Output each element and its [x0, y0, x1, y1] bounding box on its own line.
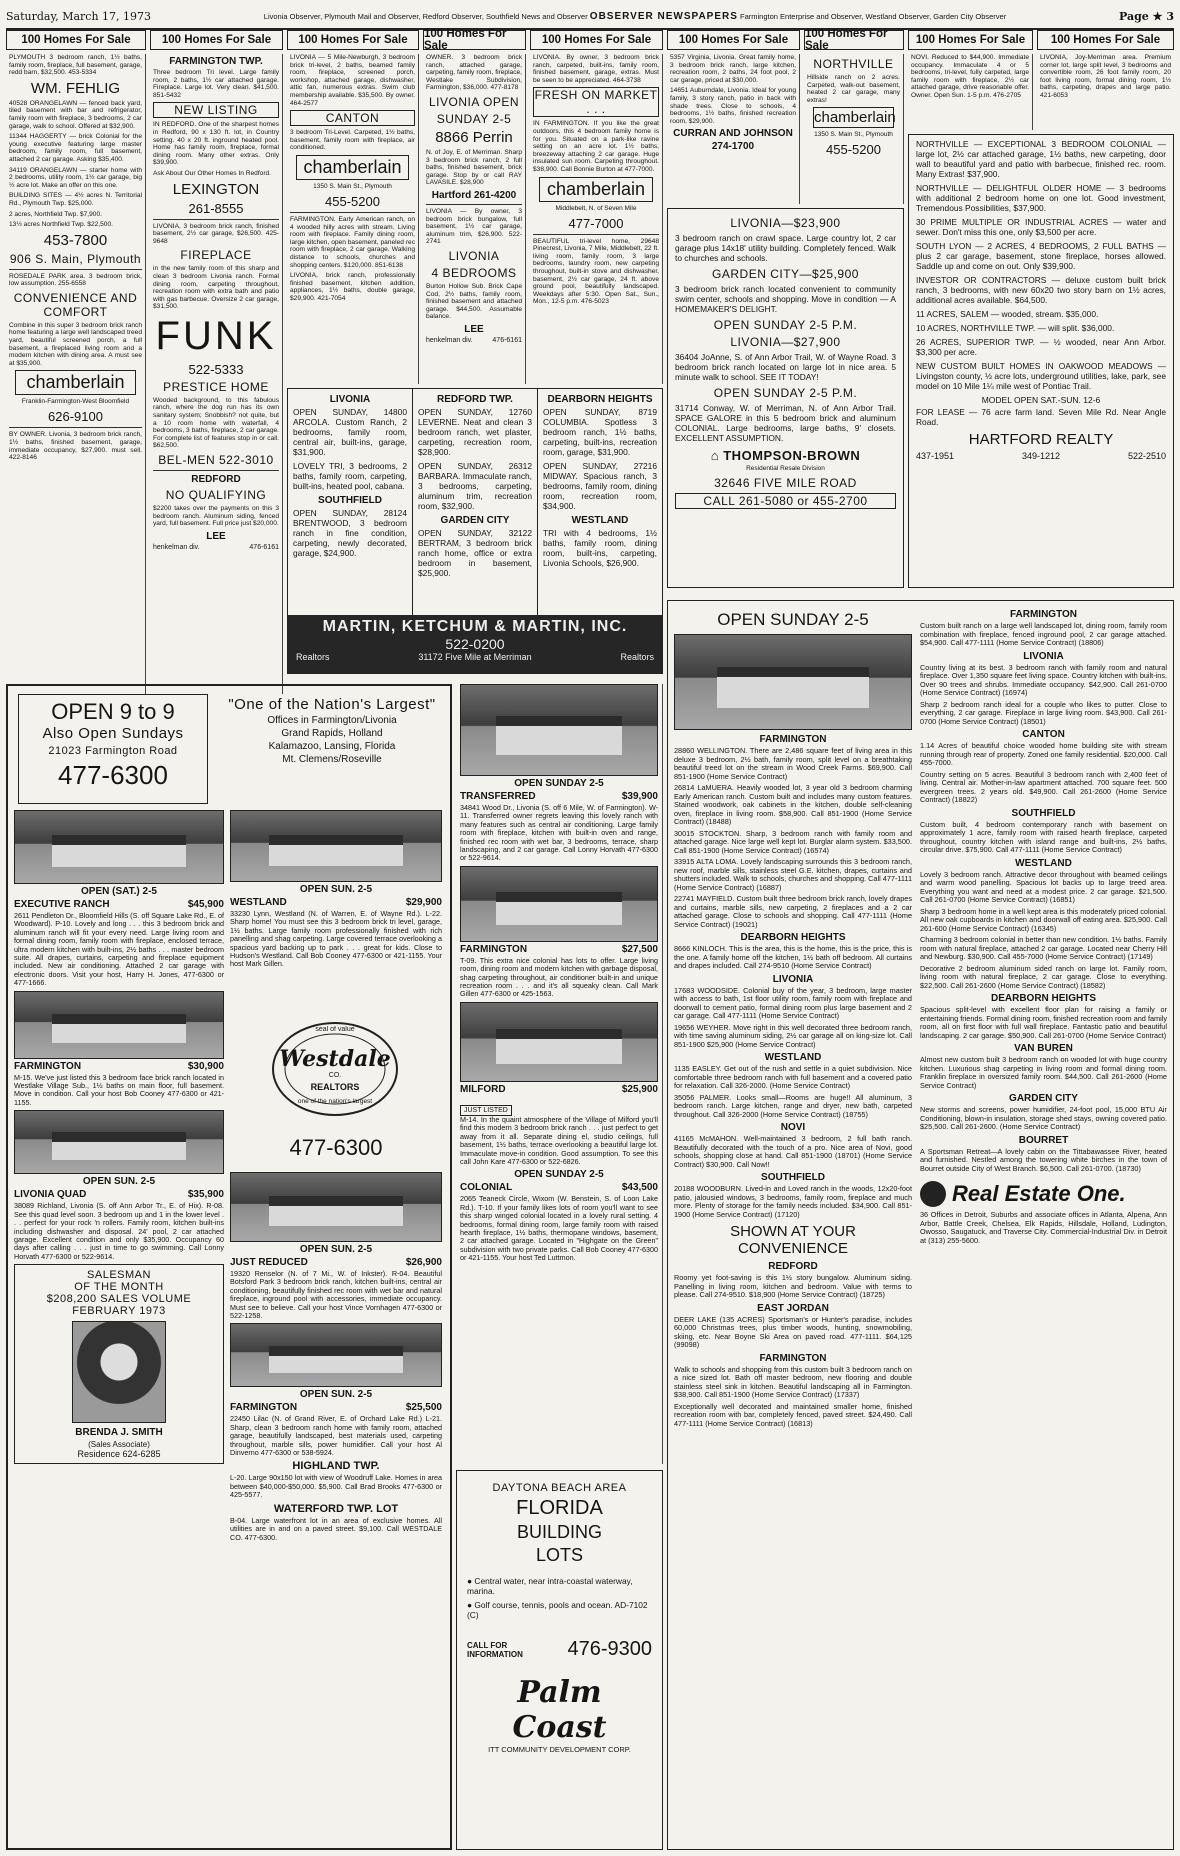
city-heading: LIVONIA — [1023, 650, 1064, 662]
listing-text: 2611 Pendleton Dr., Bloomfield Hills (S. off Square Lake Rd., E. of Woodward). P-10. Lovely and long . . . this 3 bedroom brick and aluminum ranch will fit your every need. Large living room and formal dining room, family room with fireplace, enclosed terrace, ultra modern kitchen with built-ins, 2½ baths . . . master bedroom suite. All drapes, curtains, carpeting and fireplace equipment included. New air conditioning. Attached 2 car garage with electronic doors. Visit your host, Harry H. Jones, 477-6300 or 477-1666. — [14, 911, 224, 988]
ad-address: Franklin-Farmington-West Bloomfield — [21, 398, 130, 406]
section-header: 100 Homes For Sale — [667, 30, 800, 50]
lee-logo: LEE — [464, 323, 484, 335]
city-heading: SOUTHFIELD — [1011, 807, 1076, 819]
listing: 26 ACRES, SUPERIOR TWP. — ½ wooded, near Ann Arbor. $3,300 per acre. — [916, 337, 1166, 357]
lexington-logo: LEXINGTON — [172, 180, 260, 198]
listing: Sharp 2 bedroom ranch ideal for a couple who likes to putter. Close to everything, 2 car garage. Fireplace in large living room. $43,900. Call 261-0700 (Home Service Contract) (18501) — [920, 699, 1167, 726]
listing-title: MILFORD $25,900 — [460, 1083, 658, 1095]
ad-text: 34119 ORANGELAWN — starter home with 2 bedrooms, utility room, 1½ car garage, big ½ acre lot. Make an offer on this one. — [9, 166, 142, 189]
listing: 19656 WEYHER. Move right in this well decorated three bedroom ranch, with time saving aluminum siding, 2½ car garage all on king-size lot. Call 851-1900 $25,900 (Home Service Contract) — [674, 1022, 912, 1049]
listing-badge: OPEN SUN. 2-5 — [299, 884, 373, 895]
ad-text: Ask About Our Other Homes In Redford. — [153, 169, 272, 177]
listing-text: 38089 Richland, Livonia (S. off Ann Arbor Tr., E. of Hix). R-08. See this quad level soon. 3 bedroom up and 1 in the lower level . . . perfect for your rock 'n rollers. Family room, kitchen built-ins including dishwasher and disposal. 24' pool, 2 car attached garage. Excellent condition and only $35,900. Occupancy 60 days after calling . . . just in time to go swimming. Call Lonny Horvath 477-6300 or 522-9614. — [14, 1201, 224, 1261]
ad-text: Hillside ranch on 2 acres. Carpeted, walk-out basement, heated 2 car garage, many extras! — [807, 74, 900, 104]
listing-heading: GARDEN CITY—$25,900 — [712, 267, 859, 281]
ad-text: LIVONIA — By owner, 3 bedroom brick bungalow, full basement, 1½ car garage, aluminum trim, $26,900. 522-2741 — [426, 207, 522, 246]
city-heading: LIVONIA — [772, 973, 814, 985]
house-photo — [460, 684, 658, 776]
reo-left-column — [674, 607, 912, 1843]
listing: Almost new custom built 3 bedroom ranch on wooded lot with huge country kitchen. Luxurious shag carpeting in living room and formal dining room. Franklin fireplace in oversized family room. $44,500. Call 261-2600 (Home Service Contract) — [920, 1055, 1167, 1090]
ad-phone: 477-7000 — [568, 215, 624, 231]
listing: SOUTH LYON — 2 ACRES, 4 BEDROOMS, 2 FULL BATHS — plus 2 car garage, basement, stone fireplace, horses allowed. Saddle up and come on out. Only $39,900. — [916, 241, 1166, 271]
listing: Custom built, 4 bedroom contemporary ranch with basement on approximately 1 acre, family room with raised hearth fireplace, carpeted throughout, country kitchen with island range and built-ins, 2½ baths, circular drive. $75,900. Call 477-1111 (Home Service Contract) — [920, 819, 1167, 854]
listing: 1135 EASLEY. Get out of the rush and settle in a quiet subdivision. Nice comfortable three bedroom ranch with full basement and a covered patio for relaxation. Call 326-2000. (Home Service Contract) — [674, 1064, 912, 1090]
house-photo — [674, 634, 912, 730]
listing-text: 19320 Renselor (N. of 7 Mi., W. of Inkster). R-04. Beautiful Botsford Park 3 bedroom brick ranch, kitchen built-ins, central air conditioning, beautifully finished rec room with wet bar and natural fireplace, inground pool with accessories, immediate occupancy. Must see to believe. Call your host Vince Vornhagen 477-6300 or 522-1258. — [230, 1269, 442, 1321]
listing: 3 bedroom brick ranch located convenient to community swim center, schools and shopping. Move in condition — A HOMEMAKER'S DELIGHT. — [675, 284, 896, 314]
listing: 30015 STOCKTON. Sharp, 3 bedroom ranch with family room and attached garage. Nice large well kept lot. Burglar alarm system. $33,500. Call 851-1900 (Home Service Contract) (16574) — [674, 828, 912, 855]
division-name: Residential Resale Division — [746, 465, 825, 472]
section-header: 100 Homes For Sale — [908, 30, 1033, 50]
section-header: 100 Homes For Sale — [6, 30, 146, 50]
ad-phone: 626-9100 — [48, 409, 103, 425]
city-heading: GARDEN CITY — [1009, 1093, 1078, 1104]
ad-heading: NORTHVILLE — [813, 57, 894, 71]
house-photo — [460, 1002, 658, 1082]
logo-mark-icon — [920, 1181, 946, 1207]
salesman-of-month: SALESMAN OF THE MONTH $208,200 SALES VOLUME FEBRUARY 1973 BRENDA J. SMITH (Sales Associate) Residence 624-6285 — [14, 1264, 224, 1464]
listing: OPEN SUNDAY, 28124 BRENTWOOD, 3 bedroom ranch in fine condition, carpeting, newly decorated, garage, $24,900. — [293, 508, 407, 558]
listing: Lovely 3 bedroom ranch. Attractive decor throughout with beamed ceilings and warm wood panelling. Spacious lot backs up to large treed area. Everything you want and need at a modest price. 2 car garage. $21,500. Call 261-0700 (Home Service Contract) (16851) — [920, 869, 1167, 904]
listing: 41165 McMAHON. Well-maintained 3 bedroom, 2 full bath ranch. Beautifully decorated with the touch of a pro. Nice area of Novi, good schools, shopping close at hand. Call 851-1900 (18701) (Home Service Contract) $30,900. Call Now!! — [674, 1134, 912, 1169]
ad-address: 906 S. Main, Plymouth — [9, 251, 142, 266]
westdale-slogan: "One of the Nation's Largest" Offices in Farmington/Livonia Grand Rapids, Holland Kalamazoo, Lansing, Florida Mt. Clemens/Roseville — [220, 694, 444, 804]
ad-phone: 455-5200 — [325, 193, 380, 209]
ad-text: BY OWNER. Livonia, 3 bedroom brick ranch, 1½ baths, finished basement, garage, immediate occupancy, $27,900. must sell. 422-8146 — [9, 431, 142, 462]
listing-badge: OPEN SUN. 2-5 — [299, 1389, 373, 1401]
listing: Country setting on 5 acres. Beautiful 3 bedroom ranch with 2,400 feet of living. Central air. Mother-in-law apartment attached. 700 square feet. 500 evergreen trees. 2 years old. $49,900. Call 261-2600 (Home Service Contract) (18822) — [920, 769, 1167, 804]
phone: 476-9300 — [567, 1638, 652, 1660]
ad-phone: 453-7800 — [43, 231, 108, 249]
listing-heading: GARDEN CITY — [440, 515, 510, 526]
hartford-phones: 437-1951 349-1212 522-2510 — [916, 451, 1166, 461]
palm-coast-logo: Palm Coast — [512, 1675, 607, 1745]
listing: 11 ACRES, SALEM — wooded, stream. $35,000. — [916, 309, 1099, 319]
ad-heading: WM. FEHLIG — [30, 79, 121, 97]
listing-title: FARMINGTON $27,500 — [460, 943, 658, 955]
listing: Decorative 2 bedroom aluminum sided ranch on large lot. Family room, living room with natural fireplace, 2 car garage. Close to everything. $22,500. Call 261-2600 (Home Service Contract) (18582) — [920, 963, 1167, 990]
martin-column-2 — [413, 389, 538, 615]
martin-footer: Realtors 31172 Five Mile at Merriman Realtors — [296, 652, 654, 662]
divider — [533, 234, 659, 235]
listing: DEER LAKE (135 ACRES) Sportsman's or Hunter's paradise, includes 60,000 Christmas trees, plus timber woods, hunting, snowmobiling, skiing, etc. Near Boyne Ski Area on paved road. 477-1111. $64,125 (99098) — [674, 1314, 912, 1349]
listing-title: LIVONIA QUAD $35,900 — [14, 1189, 224, 1201]
ad-heading: REDFORD — [191, 474, 241, 486]
listing-title: FARMINGTON $25,500 — [230, 1402, 442, 1414]
salesperson-photo — [72, 1321, 166, 1423]
office-address: 32646 FIVE MILE ROAD — [714, 476, 857, 490]
reo-right-column — [920, 607, 1167, 1843]
divider — [153, 219, 279, 220]
ad-phone: 274-1700 — [711, 141, 755, 153]
feature-bullet: ● Central water, near intra-coastal waterway, marina. — [467, 1576, 633, 1596]
house-photo — [14, 1110, 224, 1174]
divider — [290, 212, 415, 213]
classified-column-2 — [150, 54, 283, 694]
listing-title: WATERFORD TWP. LOT — [273, 1502, 399, 1515]
listing: 31714 Conway, W. of Merriman, N. of Ann Arbor Trail. SPACE GALORE in this 5 bedroom brick and aluminum COLONIAL. Large bedrooms, large baths, 9' closets. EXCELLENT ASSUMPTION. — [675, 403, 896, 443]
westdale-right-column — [456, 684, 663, 1464]
listing: OPEN SUNDAY, 8719 COLUMBIA. Spotless 3 bedroom ranch, 1½ baths, carpeting, built-ins, recreation room, garage, $31,900. — [543, 407, 657, 457]
listing: 22741 MAYFIELD. Custom built three bedroom brick ranch, lovely drapes and curtains, marble sills, new carpeting, 2 fireplaces and a 2 car attached garage. Close to schools and shopping. Call 477-1111 (Home Service Contract) (19021) — [674, 894, 912, 929]
ad-heading: CURRAN AND JOHNSON — [673, 128, 793, 140]
martin-column-1 — [288, 389, 413, 615]
ad-text: LIVONIA. By owner, 3 bedroom brick ranch, carpeted, built-ins, family room, finished basement, garage, extras. Must be seen to be appreciated. 464-3738 — [533, 54, 659, 84]
city-heading: EAST JORDAN — [757, 1302, 829, 1314]
ad-text: 14651 Auburndale, Livonia. Ideal for young family, 3 story ranch, patio in back with shade trees. Close to schools, 4 bedrooms, 1½ baths, finished recreation room, $29,900. — [670, 87, 796, 125]
section-header: 100 Homes For Sale — [804, 30, 904, 50]
bullet-icon: ● — [467, 1600, 475, 1610]
listing-badge: OPEN SUNDAY 2-5 — [514, 1169, 604, 1181]
listing: 26814 LaMUERA. Heavily wooded lot, 3 year old 3 bedroom charming Early American ranch. Custom built and includes many custom features. Stained woodwork, oak cabinets in the kitchen, double self-cleaning oven, fireplace in living room. $58,900. Call 851-1900 (Home Service Contract) (18488) — [674, 783, 912, 826]
salesperson-name: BRENDA J. SMITH — [75, 1427, 163, 1439]
ad-text: PLYMOUTH 3 bedroom ranch, 1½ baths, family room, fireplace, full basement, garage, redd barn, $32,500. 453-5334 — [9, 54, 142, 77]
thompson-brown-ad — [667, 208, 904, 588]
divider — [426, 204, 522, 205]
martin-phone: 522-0200 — [445, 636, 505, 652]
ad-heading: 4 BEDROOMS — [431, 265, 517, 280]
ad-text: LIVONIA, Joy-Merriman area. Premium corner lot, large split level, 3 bedrooms and convertible room, 26 foot family room, 20 foot living room, formal dining room, 1½ baths, carpeting, drapes and large patio. 421-6053 — [1040, 54, 1171, 99]
classified-column-5 — [530, 54, 663, 384]
listing: OPEN SUNDAY, 27216 MIDWAY. Spacious ranch, 3 bedrooms, family room, dining room, recreation room, $34,900. — [543, 461, 657, 511]
listing-heading: LIVONIA—$27,900 — [730, 335, 841, 349]
listing-heading: LIVONIA—$23,900 — [730, 216, 841, 230]
ad-signature: henkelman div. 476-6161 — [426, 336, 522, 344]
ad-text: LIVONIA, brick ranch, professionally finished basement, kitchen addition, appliances, 1½ baths, double garage, $29,900. 421-7054 — [290, 272, 415, 302]
real-estate-one-logo: Real Estate One. — [920, 1181, 1167, 1207]
listing: 10 ACRES, NORTHVILLE TWP. — will split. $36,000. — [916, 323, 1115, 333]
listing: Country living at its best. 3 bedroom ranch with family room and natural fireplace. Over 1,350 square feet living space. Country kitchen with built-ins. Over 90 trees and shrubs. Immediate occupancy. $42,900. Call 261-0700 (Home Service Contract) (16974) — [920, 662, 1167, 697]
listing: 3 bedroom ranch on crawl space. Large country lot, 2 car garage plus 14x18' utility building. Completely fenced. Walk to churches and schools. — [675, 233, 896, 263]
chamberlain-logo: chamberlain — [539, 177, 653, 202]
listing-heading: SOUTHFIELD — [318, 495, 382, 506]
ad-heading: BUILDING — [516, 1522, 603, 1542]
ad-signature: henkelman div. 476-6161 — [153, 543, 279, 551]
ad-text: IN REDFORD. One of the sharpest homes in Redford, 90 x 130 ft. lot, in Country setting. 40 x 20 ft. inground heated pool. Home has family room, fireplace, formal dining room. Many other extras. Only $39,900. — [153, 121, 279, 167]
westdale-logo: Westdale — [279, 1046, 391, 1072]
ad-text: 11344 HAGGERTY — brick Colonial for the young executive featuring large master bedroom, family room, full basement, attached 2 car garage. Asking $35,400. — [9, 133, 142, 163]
city-heading: CANTON — [1022, 729, 1065, 740]
listing: NORTHVILLE — EXCEPTIONAL 3 BEDROOM COLONIAL — large lot, 2½ car attached garage, 1½ baths, new carpeting, door wall to beautiful yard and patio with barbecue, finished rec. room. Many Extras! $37,900. — [916, 139, 1166, 179]
listing-title: COLONIAL $43,500 — [460, 1182, 658, 1194]
listing-badge: OPEN SUN. 2-5 — [82, 1176, 156, 1188]
ad-text: NOVI. Reduced to $44,900. Immediate occupancy. Immaculate 4 or 5 bedrooms, tri-level, fully carpeted, large family room with fireplace, 2½ car attached garage, drive reasonable offer. Owner. Open Sun. 1-5 p.m. 476-2705 — [911, 54, 1029, 99]
phone: 477-6300 — [289, 1135, 383, 1160]
city-heading: WESTLAND — [764, 1052, 822, 1063]
divider — [153, 470, 279, 471]
divider — [9, 427, 142, 428]
ad-heading: NEW LISTING — [153, 102, 279, 118]
publication-line: Livonia Observer, Plymouth Mail and Observer, Redford Observer, Southfield News and Observer OBSERVER NEWSPAPERS Farmington Enterprise and Observer, Westland Observer, Garden City Observer — [263, 10, 1007, 22]
divider — [9, 269, 142, 270]
bullet-icon: ● — [467, 1576, 475, 1586]
ad-heading: CONVENIENCE AND COMFORT — [13, 290, 138, 319]
ad-heading: NO QUALIFYING — [165, 488, 267, 503]
listing: New storms and screens, power humidifier, 24-foot pool, 15,000 BTU Air Conditioning, blown-in insulation, storage shed stays, owning covered patio. $25,500. Call 261-2600. (Home Service Contract) — [920, 1105, 1167, 1131]
classified-column-3 — [287, 54, 419, 384]
listing-heading: LIVONIA — [329, 394, 371, 405]
ad-heading: FRESH ON MARKET . . . — [534, 88, 658, 117]
city-heading: FARMINGTON — [759, 734, 827, 745]
city-heading: FARMINGTON — [1009, 609, 1078, 620]
listing-heading: WESTLAND — [571, 515, 629, 526]
westdale-middle-column — [230, 810, 442, 1846]
listing-heading: OPEN SUNDAY 2-5 P.M. — [713, 318, 858, 332]
slogan: "One of the Nation's Largest" — [228, 696, 436, 713]
ad-phone: 261-8555 — [188, 200, 244, 216]
westdale-left-column — [14, 810, 224, 1846]
listing-badge: OPEN (SAT.) 2-5 — [81, 886, 157, 897]
city-heading: FARMINGTON — [759, 1352, 827, 1364]
listing-title: HIGHLAND TWP. — [292, 1460, 380, 1473]
listing: OPEN SUNDAY, 12760 LEVERNE. Neat and clean 3 bedroom ranch, wet plaster, carpeting, recreation room, $28,900. — [418, 407, 532, 457]
ad-phone: Hartford 261-4200 — [431, 189, 517, 201]
listing: NORTHVILLE — DELIGHTFUL OLDER HOME — 3 bedrooms with additional 2 bedroom home on one lot. Good investment, Tremendous Possibilities, $37,900. — [916, 183, 1166, 213]
listing: Spacious split-level with excellent floor plan for raising a family or entertaining friends. Formal dining room, finished recreation room and family room, all on first floor with full wall fireplace. Fantastic patio and beautiful landscaping. 2 car garage. $50,900. Call 261-0700 (Home Service Contract) — [920, 1005, 1167, 1040]
ad-text: 5357 Virginia, Livonia. Great family home, 3 bedroom brick ranch, large kitchen, recreation room, 2 baths, 24 foot pool, 2 car garage, priced at $30,000. — [670, 54, 796, 84]
classified-column-6 — [667, 54, 800, 204]
listing: Sharp 3 bedroom home in a well kept area is this moderately priced colonial. All new oak cupboards in kitchen and doorwall off eating area. $25,900. Call 261-600 (Home Service Contract) (16345) — [920, 906, 1167, 933]
masthead — [6, 4, 1174, 30]
ad-phone: 522-5333 — [188, 361, 244, 377]
listing: OPEN SUNDAY, 32122 BERTRAM, 3 bedroom brick ranch home, office or extra bedroom in basement, $25,900. — [418, 528, 532, 578]
ad-text: OWNER. 3 bedroom brick ranch, attached garage, carpeting, family room, fireplace, Westlake Subdivision, Farmington, $36,000. 477-8178 — [426, 54, 522, 92]
listing: TRI with 4 bedrooms, 1½ baths, family room, dining room, built-ins, carpeting, Livonia Schools, $26,900. — [543, 528, 657, 568]
ad-phone: BEL-MEN 522-3010 — [158, 453, 274, 468]
thompson-brown-logo: ⌂ THOMPSON-BROWN — [710, 448, 861, 463]
ad-heading: PRESTICE HOME — [163, 379, 269, 394]
page-number: Page ★ 3 — [1119, 9, 1174, 23]
ad-text: 2 acres, Northfield Twp. $7,900. — [9, 210, 102, 218]
listing: 20188 WOODBURN. Lived-in and Loved ranch in the woods, 12x20-foot patio, jalousied windows, 3 bedrooms, family room, fireplace and much more. Plenty of storage for the family needs included. $34,900. Call 851-1900 (Home Service Contract) (17120) — [674, 1184, 912, 1219]
section-header: 100 Homes For Sale — [423, 30, 526, 50]
listing-badge: OPEN SUNDAY 2-5 — [514, 778, 604, 789]
listing: OPEN SUNDAY, 14800 ARCOLA. Custom Ranch, 2 bedrooms, family room, central air, built-ins, garage, $31,900. — [293, 407, 407, 457]
listing-text: 34841 Wood Dr., Livonia (S. off 6 Mile, W. of Farmington). W-11. Transferred owner regrets leaving this lovely ranch with many features such as central air conditioning. Large family room with fireplace, kitchen with built-in oven and range, finished rec room with wet bar, 3 bedrooms, terrace, sharp landscaping, and 2 car garage. Call Lonny Horvath 477-6300 or 522-9614. — [460, 803, 658, 863]
ad-heading: FIREPLACE — [180, 248, 252, 263]
ad-heading: SUNDAY 2-5 — [436, 111, 512, 126]
listing-text: M-14. In the quaint atmosphere of the Village of Milford you'll find this modern 3 bedroom brick ranch . . . just perfect to get away from it all. Separate dining el, studio ceilings, full basement, 1½ baths, terrace overlooking a beautiful large lot. Immaculate move-in condition. Good assumption. To see this call John Kare 477-6300 or 522-6826. — [460, 1114, 658, 1166]
listing: Roomy yet foot-saving is this 1½ story bungalow. Aluminum siding. Panelling in living room, kitchen and bedroom. Value with terms to please. Call 274-9510. $18,900 (Home Service Contract) (18725) — [674, 1273, 912, 1299]
ad-text: in the new family room of this sharp and clean 3 bedroom Livonia ranch. Formal dining room, carpeting throughout, recreation room with extra bath and patio with gas barbecue. Oversize 2 car garage, $31,500. — [153, 265, 279, 311]
ad-phone: 455-5200 — [826, 142, 881, 158]
section-header: 100 Homes For Sale — [1037, 30, 1174, 50]
ad-address: 8866 Perrin — [435, 128, 513, 146]
ad-text: IN FARMINGTON. If you like the great outdoors, this 4 bedroom family home is for you. Situated on a park-like ravine setting on an acre lot. 1½ baths, breezeway attaching 2 car garage. Huge insulated sun room. Carpeting throughout. $38,900. Call Bonnie Burton at 477-7000. — [533, 120, 659, 173]
model-hours: MODEL OPEN SAT.-SUN. 12-6 — [981, 395, 1101, 405]
city-heading: REDFORD — [768, 1261, 818, 1272]
listing: A Sportsman Retreat—A lovely cabin on the Tittabawassee River, heated and furnished. Nestled among the towering white birches in the town of Bourret outside City of West Branch. $6,500. Call 261-0700. (18730) — [920, 1146, 1167, 1173]
listing-text: 33230 Lynn, Westland (N. of Warren, E. of Wayne Rd.). L-22. Sharp home! You must see this 3 bedroom brick tri level, garage, 1½ baths. Large family room professionally finished with rich panelling and shag carpeting. Large covered terrace overlooking a spacious yard backing up to park . . . great for kids. Close to Hudson's Westland. Call Bob Cooney 477-6300 or 421-1155. Your host Mark Gillen. — [230, 909, 442, 969]
ad-address: 1350 S. Main St., Plymouth — [814, 131, 893, 139]
ad-heading: LIVONIA OPEN — [428, 94, 520, 109]
listing: Charming 3 bedroom colonial in better than new condition. 1½ baths. Family room with natural fireplace, attached 2 car garage. Located near Cherry Hill and Newburg. $30,900. Call 455-7000 (Home Service Contract) (17149) — [920, 935, 1167, 961]
westdale-hours-box — [18, 694, 208, 804]
feature-bullet: ● Golf course, tennis, pools and ocean. AD-7102 (C) — [467, 1600, 648, 1620]
listing: FOR LEASE — 76 acre farm land. Seven Mile Rd. Near Angle Road. — [916, 407, 1166, 427]
ad-text: Combine in this super 3 bedroom brick ranch home featuring a large well landscaped treed yard, beautiful screened porch, a full basement, a fireplaced living room and a modern kitchen with dining area. A must see at $35,900. — [9, 321, 142, 367]
ad-text: Burton Hollow Sub. Brick Cape Cod, 2½ baths, family room, finished basement and attached garage. $44,500. Assumable balance. — [426, 282, 522, 321]
shown-at-convenience-heading: SHOWN AT YOUR CONVENIENCE — [730, 1223, 856, 1257]
section-header: 100 Homes For Sale — [287, 30, 419, 50]
ad-address: 1350 S. Main St., Plymouth — [313, 182, 392, 190]
listing: 8666 KINLOCH. This is the area, this is the home, this is the price, this is the one. A family home off the kitchen, 1½ bath off bedroom. All curtains and drapes included. Call 274-9510 (Home Service Contract) — [674, 944, 912, 970]
ad-text: $2200 takes over the payments on this 3 bedroom ranch. Aluminum siding, fenced yard, full basement. Full price just $20,000. — [153, 505, 279, 528]
listing: INVESTOR OR CONTRACTORS — deluxe custom built brick ranch, 3 bedrooms, with new 60x20 two story barn on 1½ acres, additional acres available. $64,500. — [916, 275, 1166, 305]
listing-title: FARMINGTON $30,900 — [14, 1060, 224, 1072]
listing: Exceptionally well decorated and maintained smaller home, finished recreation room with bar, completely fenced, paved street. $24,490. Call 477-1111 (Home Service Contract) (16813) — [674, 1401, 912, 1428]
city-heading: NOVI — [780, 1122, 806, 1133]
listing: 17683 WOODSIDE. Colonial buy of the year, 3 bedroom, large master with access to bath, 1st floor utility room, family room with fireplace and doorwall to cement patio, formal dining room plus large basement and 2 car garage. Call 477-1111 (Home Service Contract) — [674, 985, 912, 1020]
house-photo — [230, 810, 442, 882]
ad-text: BUILDING SITES — 4½ acres N. Territorial Rd., Plymouth Twp. $25,000. — [9, 192, 142, 207]
hours: OPEN 9 to 9 — [51, 699, 175, 724]
section-header: 100 Homes For Sale — [530, 30, 663, 50]
lee-logo: LEE — [206, 530, 226, 542]
listing-text: L-20. Large 90x150 lot with view of Woodruff Lake. Homes in area between $40,000-$50,000. $5,900. Call Brad Brooks 477-6300 or 425-5577. — [230, 1473, 442, 1500]
listing-text: M-15. We've just listed this 3 bedroom face brick ranch located in Westlake Village Sub., 1½ baths on main floor, full basement. Move in condition. Call your host Bob Cooney 477-6300 or 421-1155. — [14, 1072, 224, 1107]
section-header: 100 Homes For Sale — [150, 30, 283, 50]
listing-title: WESTLAND $29,900 — [230, 897, 442, 908]
classified-column-9 — [1037, 54, 1174, 130]
listing-heading: DEARBORN HEIGHTS — [547, 394, 653, 405]
listing-badge: OPEN SUN. 2-5 — [299, 1244, 373, 1255]
classified-column-8 — [908, 54, 1033, 130]
listing-title: TRANSFERRED $39,900 — [460, 791, 658, 802]
city-heading: SOUTHFIELD — [761, 1172, 825, 1183]
martin-banner — [288, 615, 662, 673]
listing-title: JUST REDUCED $26,900 — [230, 1257, 442, 1268]
house-photo — [14, 991, 224, 1059]
hartford-realty-ad — [908, 134, 1174, 588]
listing: Walk to schools and shopping from this custom built 3 bedroom ranch on a nice sized lot. Bath off master bedroom, new flooring and double stainless steel sink in kitchen. Beautiful landscaping all in Farmington. $38,900. Call 851-1900 (Home Service Contract) (17337) — [674, 1364, 912, 1399]
city-heading: BOURRET — [1018, 1134, 1069, 1146]
ad-heading: LOTS — [535, 1545, 583, 1565]
listing: 36404 JoAnne, S. of Ann Arbor Trail, W. of Wayne Road. 3 bedroom brick ranch located on large lot in nice area. 5 minute walk to school. SEE IT TODAY! — [675, 352, 896, 382]
office-list: 36 Offices in Detroit, Suburbs and associate offices in Atlanta, Alpena, Ann Arbor, Battle Creek, Chelsea, Elk Rapids, Hillsdale, Holland, Ludington, Owosso, Saugatuck, and Traverse City. Commercial-Industrial Div. in Detroit at (313) 255-5600. — [920, 1210, 1167, 1245]
listing: LOVELY TRI, 3 bedrooms, 2 baths, family room, carpeting, built-ins, heated pool, cabana. — [293, 461, 407, 491]
martin-ketchum-martin-ad — [287, 388, 663, 674]
newspaper-title: OBSERVER NEWSPAPERS — [589, 10, 738, 22]
city-heading: WESTLAND — [1015, 857, 1072, 869]
funk-logo: FUNK — [155, 313, 277, 358]
open-sunday-heading: OPEN SUNDAY 2-5 — [717, 610, 869, 629]
listing-text: T-09. This extra nice colonial has lots to offer. Large living room, dining room and modern kitchen with garbage disposal, shag carpeting throughout, air conditioner built-in and unique recreation room . . . and it's all squeaky clean. Call Mark Gillen 477-6300 or 425-1563. — [460, 955, 658, 999]
ad-text: BEAUTIFUL tri-level home, 29648 Pinecrest, Livonia, 7 Mile, Middlebelt, 22 ft. living room, family room, 3 large bedrooms, laundry room, new carpeting throughout, built-in stove and dishwasher, basement, 2½ car garage, 24 ft. above ground pool, beautifully landscaped. Weekdays after 5:30. Open Sat., Sun., Mon., 12-5 p.m. 476-5023 — [533, 237, 659, 306]
ad-address: Middlebelt, N. of Seven Mile — [555, 204, 637, 212]
classified-column-4 — [423, 54, 526, 384]
hartford-realty-logo: HARTFORD REALTY — [968, 431, 1114, 448]
listing: 28860 WELLINGTON. There are 2,486 square feet of living area in this deluxe 3 bedroom, 2½ bath, family room, split level on a breathtaking beautiful treed lot on the stream in Wood Creek Farms. $69,900. Call 851-1900 (Home Service Contract) — [674, 746, 912, 781]
ad-text: 3 bedroom Tri-Level. Carpeted, 1½ baths, basement, family room with fireplace, air conditioned. — [290, 129, 415, 152]
ad-text: 13½ acres Northfield Twp. $22,500. — [9, 221, 113, 229]
house-photo — [460, 866, 658, 942]
listing: 33915 ALTA LOMA. Lovely landscaping surrounds this 3 bedroom ranch, new roof, marble sills, stainless steel G.E. kitchen, drapes, curtains and shutters included. Walk to schools, churches and shopping. Call 477-1111 (Home Service Contract) (16887) — [674, 857, 912, 892]
listing: 30 PRIME MULTIPLE OR INDUSTRIAL ACRES — water and sewer. Don't miss this one, only $3,500 per acre. — [916, 217, 1166, 237]
ad-text: FARMINGTON. Early American ranch, on 4 wooded hilly acres with stream. Living room with fireplace. Family dining room, large kitchen, open basement, paneled rec room with fireplace, 2 car garage. Walking distance to schools, churches and shopping centers. $120,000. 851-6138 — [290, 215, 415, 269]
listing-title: EXECUTIVE RANCH $45,900 — [14, 899, 224, 910]
chamberlain-logo: chamberlain — [296, 155, 409, 180]
ad-text: N. of Joy, E. of Merriman. Sharp 3 bedroom brick ranch, 2 full baths, finished basement, brick garage. Stop by or call RAY LAVASILE. $28,900 — [426, 148, 522, 187]
westdale-ad — [6, 684, 452, 1850]
westdale-seal: seal of value Westdale CO. REALTORS one of the nation's largest — [270, 1020, 400, 1118]
ad-text: Wooded background, to this fabulous ranch, where the dog run has its own sanitary system; Snobbish? not quite, but a 10 room home with waterfall, 4 bedrooms, 3 baths, fireplace, 2 car garage. For complete list of features stop in or call. $62,500. — [153, 396, 279, 450]
just-listed-badge: JUST LISTED — [460, 1105, 512, 1116]
call-info: CALL FOR INFORMATION 476-9300 — [467, 1638, 652, 1660]
ad-heading: DAYTONA BEACH AREA — [492, 1482, 627, 1494]
issue-date: Saturday, March 17, 1973 — [6, 9, 152, 23]
city-heading: DEARBORN HEIGHTS — [990, 993, 1096, 1004]
chamberlain-logo: chamberlain — [15, 370, 136, 395]
ad-text: Three bedroom Tri level. Large family room, 2 baths, 1½ car attached garage. Fireplace. Large lot. Very clean. $41,500. 851-5432 — [153, 69, 279, 99]
classified-column-1 — [6, 54, 146, 694]
listing: OPEN SUNDAY, 26312 BARBARA. Immaculate ranch, 3 bedrooms, carpeting, aluminum trim, recreation room, $32,900. — [418, 461, 532, 511]
classified-column-7 — [804, 54, 904, 204]
listing: Custom built ranch on a large well landscaped lot, dining room, family room combination with fireplace, fenced inground pool, 2 car garage attached. $54,900. Call 477-1111 (Home Service Contract) (18806) — [920, 621, 1167, 647]
ad-text: 40528 ORANGELAWN — fenced back yard, tiled basement with bar and refrigerator, family room with fireplace, 3 bedrooms, 2 car garage, walk to school. Offered at $32,900. — [9, 99, 142, 130]
ad-heading: FARMINGTON TWP. — [169, 56, 263, 67]
listing: NEW CUSTOM BUILT HOMES IN OAKWOOD MEADOWS — Livingston county, ½ acre lots, underground utilities, lake, park, see model on 10 Mile 1¼ mile west of Pontiac Trail. — [916, 361, 1166, 391]
ad-heading: FLORIDA — [516, 1497, 603, 1519]
listing-text: B-04. Large waterfront lot in an area of exclusive homes. All utilities are in and on a paved street. $9,100. Call WESTDALE CO. 477-6300. — [230, 1515, 442, 1542]
listing-heading: REDFORD TWP. — [437, 394, 513, 405]
house-photo — [14, 810, 224, 884]
house-icon: ⌂ — [710, 448, 720, 463]
listing: 1.14 Acres of beautiful choice wooded home building site with stream running through rear of property. Zoned one family residential. $20,000. Call 455-7000. — [920, 741, 1167, 767]
martin-logo: MARTIN, KETCHUM & MARTIN, INC. — [322, 618, 628, 635]
ad-text: LIVONIA, 3 bedroom brick ranch, finished basement, 2½ car garage, $26,500. 425-9648 — [153, 222, 279, 245]
ad-heading: LIVONIA — [448, 248, 500, 263]
martin-column-3 — [538, 389, 662, 615]
listing-heading: OPEN SUNDAY 2-5 P.M. — [713, 386, 858, 400]
city-heading: VAN BUREN — [1014, 1043, 1073, 1054]
call-banner: CALL 261-5080 or 455-2700 — [675, 493, 896, 509]
westdale-middle-lower — [230, 1172, 442, 1545]
ad-heading: CANTON — [290, 110, 415, 126]
palm-coast-ad: DAYTONA BEACH AREA FLORIDA BUILDING LOTS ● Central water, near intra-coastal waterway, marina. ● Golf course, tennis, pools and ocean. AD-7102 (C) CALL FOR INFORMATION 476-9300 Palm Coast ITT COMMUNITY DEVELOPMENT CORP. — [456, 1470, 663, 1850]
phone: 477-6300 — [58, 760, 168, 790]
sunday-hours: Also Open Sundays — [42, 725, 184, 742]
city-heading: DEARBORN HEIGHTS — [740, 932, 846, 943]
listing-text: 2065 Teaneck Circle, Wixom (W. Benstein, S. of Loon Lake Rd.). T-10. If your family likes lots of room you'll want to see this sharp winged colonial located in a lovely rural setting. 4 bedrooms, formal dining room, large family room with raised hearth fireplace, 1½ baths, thermopane windows, basement, 2 car attached garage. Located in "Highgate on the Green" subdivision with two private parks. Call Bob Cooney 477-6300 or 421-1155. Your host Ted Luttmon. — [460, 1194, 658, 1263]
chamberlain-logo: chamberlain — [814, 109, 896, 127]
real-estate-one-ad — [667, 600, 1174, 1850]
office-address: 21023 Farmington Road — [48, 745, 178, 757]
listing: 35056 PALMER. Looks small—Rooms are huge!! All aluminum, 3 bedroom ranch. Large kitchen, range and dryer, new bath, carpeted throughout. Call 326-2000 (Home Service Contract) (18755) — [674, 1092, 912, 1119]
ad-text: LIVONIA — 5 Mile-Newburgh, 3 bedroom brick tri-level, 2 baths, beamed family room, fireplace, screened porch, workshop, attached garage, dishwasher, attic fan, numerous extras. Swim club membership available. $35,500. By owner. 464-2577 — [290, 54, 415, 107]
ad-text: ROSEDALE PARK area. 3 bedroom brick, low assumption. 255-6558 — [9, 272, 142, 288]
house-photo — [230, 1172, 442, 1242]
listing-text: 22450 Lilac (N. of Grand River, E. of Orchard Lake Rd.) L-21. Sharp, clean 3 bedroom ranch home with family room, attached garage, beautifully landscaped, best materials used, carpeting throughout, marble sills, power humidifier. Call your host Al Dinverno 477-6300 or 538-5924. — [230, 1414, 442, 1458]
house-photo — [230, 1323, 442, 1387]
